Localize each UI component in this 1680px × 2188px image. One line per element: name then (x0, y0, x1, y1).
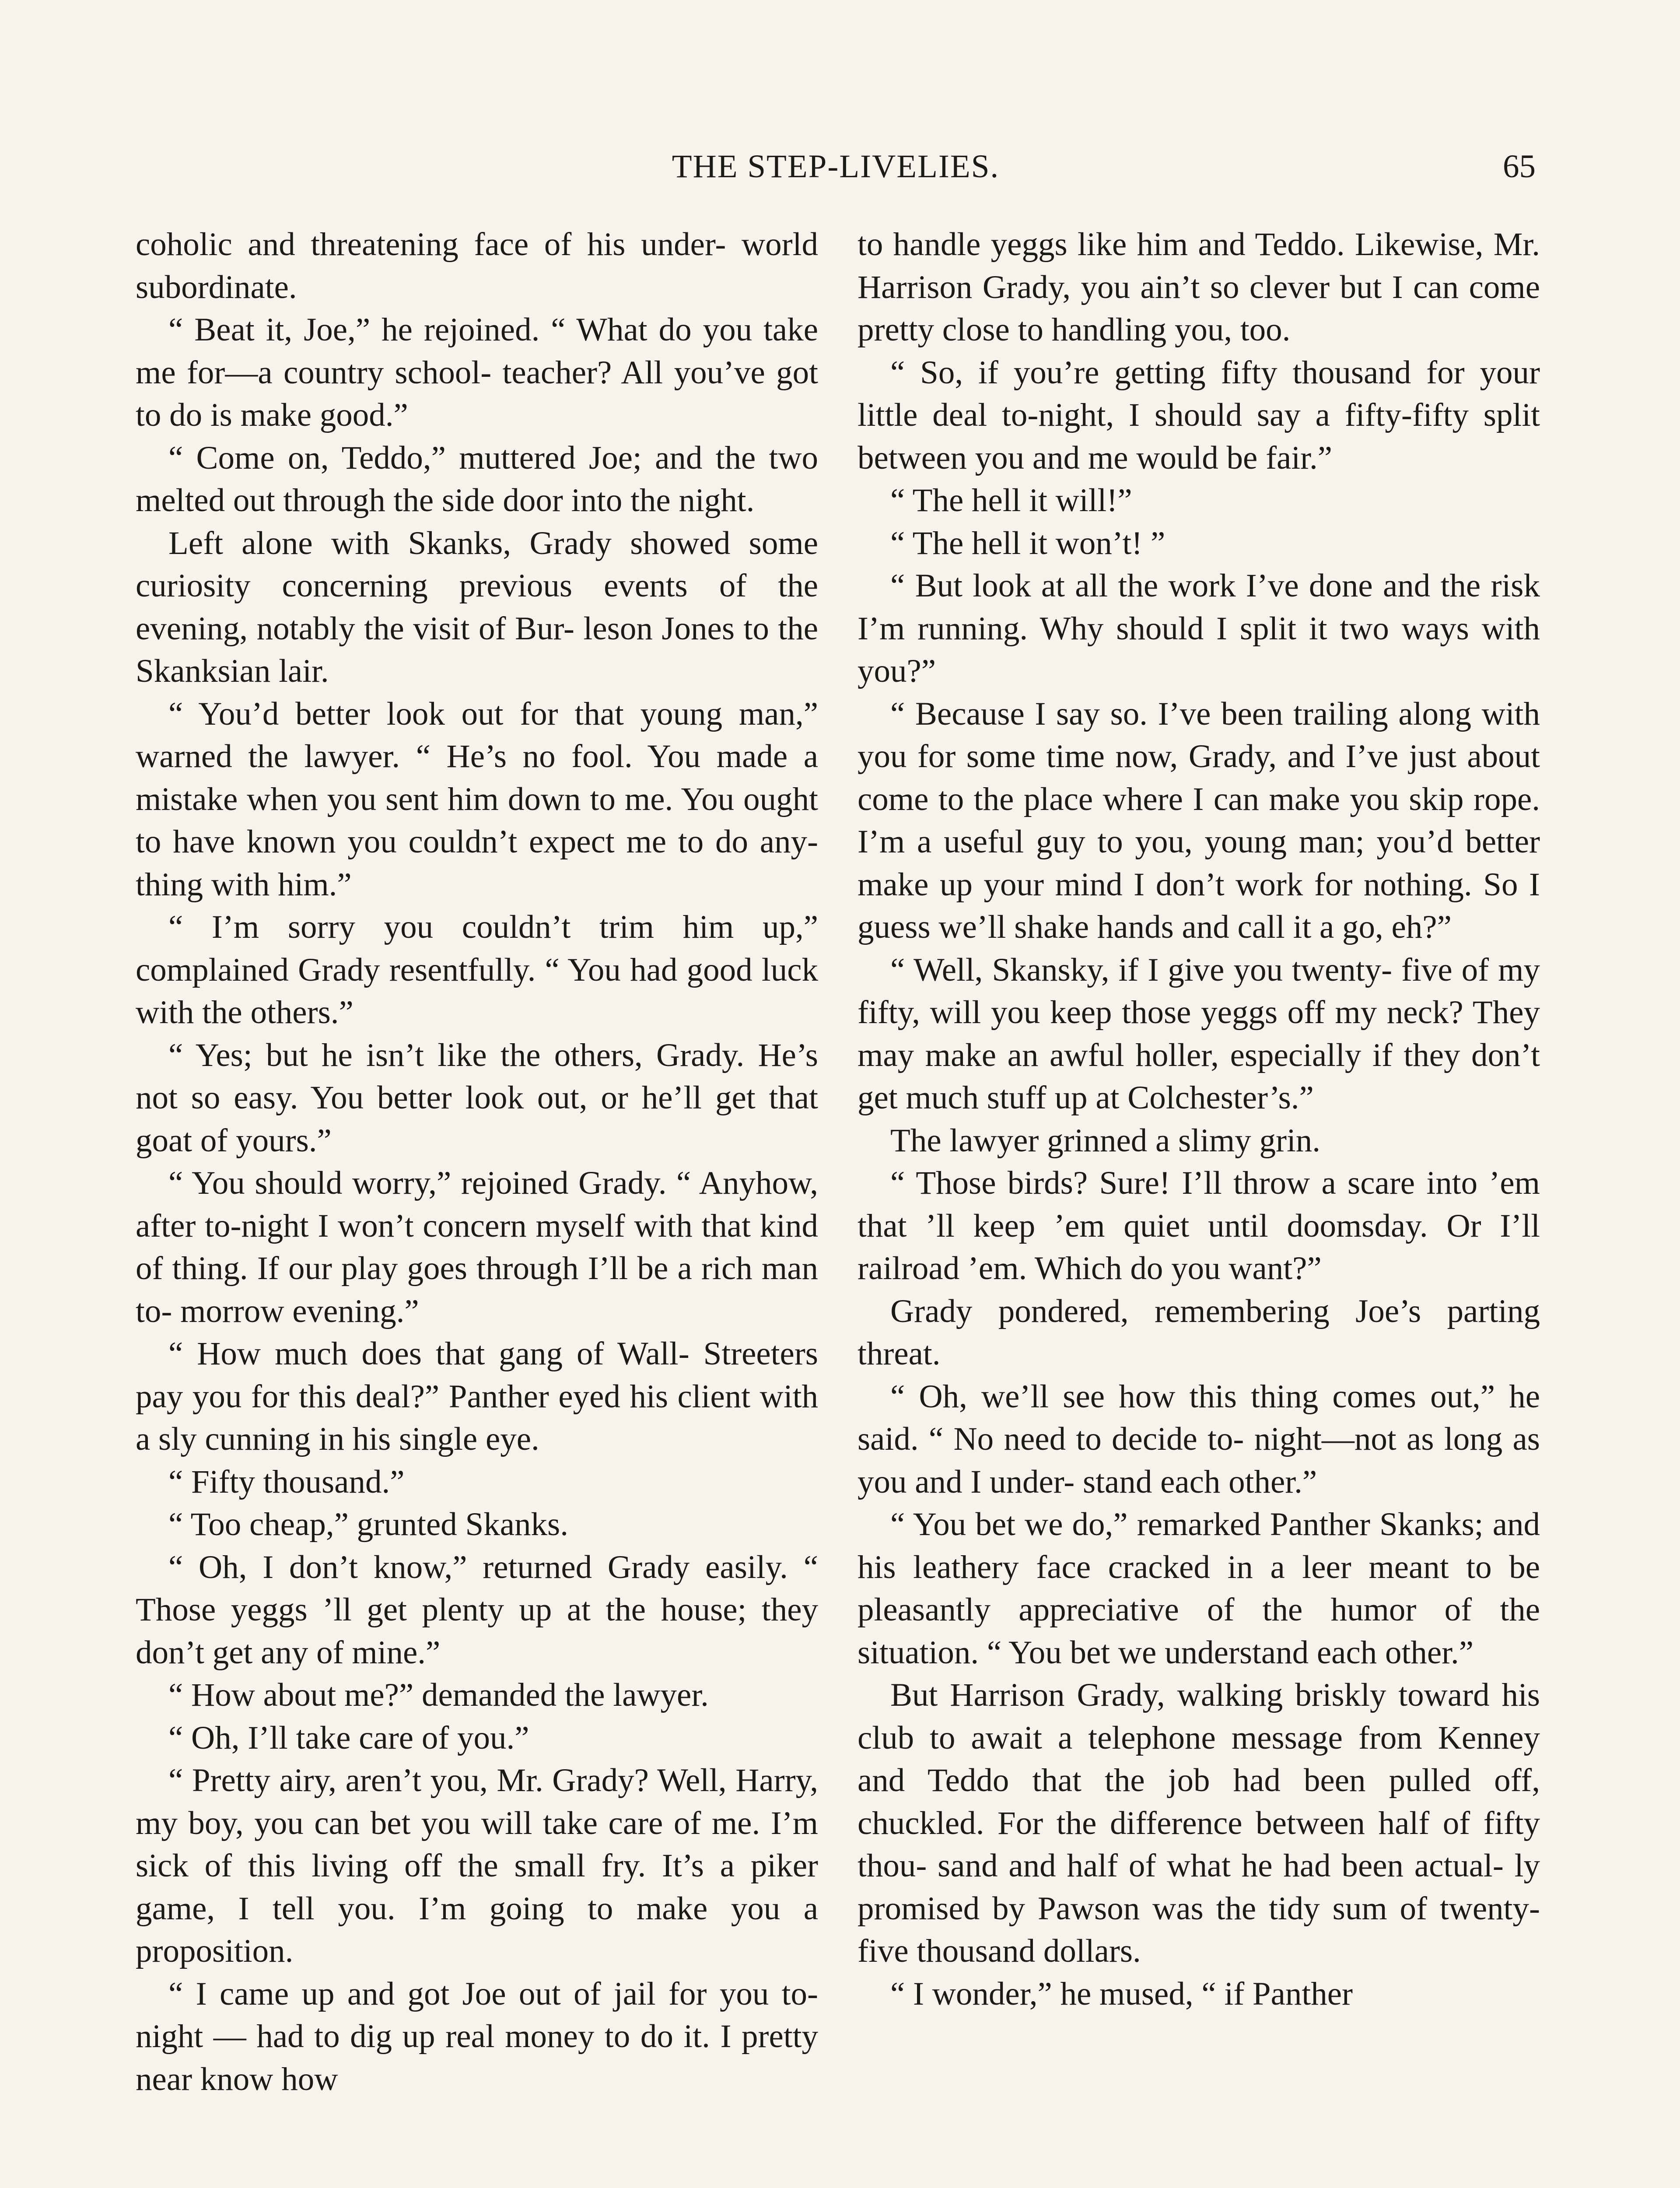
paragraph: “ Oh, I’ll take care of you.” (168, 1719, 529, 1756)
paragraph: “ Pretty airy, aren’t you, Mr. Grady? Well, Harry, my boy, you can bet you will take care of me. I’m sick of this living off the small fry. It’s a piker game, I tell you. I’m going to make you a proposition. (136, 1762, 818, 1969)
paragraph: “ Yes; but he isn’t like the others, Grady. He’s not so easy. You better look out, or he’ll get that goat of yours.” (136, 1037, 818, 1159)
right-column (858, 223, 1540, 2015)
paragraph: coholic and threatening face of his under- world subordinate. (136, 226, 818, 305)
paragraph: to handle yeggs like him and Teddo. Likewise, Mr. Harrison Grady, you ain’t so clever but I can come pretty close to handling you, too. (858, 226, 1540, 348)
paragraph: “ Oh, we’ll see how this thing comes out,” he said. “ No need to decide to- night—not as long as you and I under- stand each other.” (858, 1378, 1540, 1500)
paragraph: “ I’m sorry you couldn’t trim him up,” complained Grady resentfully. “ You had good luck with the others.” (136, 909, 818, 1031)
paragraph: “ You’d better look out for that young man,” warned the lawyer. “ He’s no fool. You made a mistake when you sent him down to me. You ought to have known you couldn’t expect me to do any- thing with him.” (136, 695, 818, 903)
paragraph: “ Well, Skansky, if I give you twenty- five of my fifty, will you keep those yeggs off my neck? They may make an awful holler, especially if they don’t get much stuff up at Colchester’s.” (858, 951, 1540, 1116)
paragraph: “ Oh, I don’t know,” returned Grady easily. “ Those yeggs ’ll get plenty up at the house; they don’t get any of mine.” (136, 1549, 818, 1671)
running-head (136, 143, 1536, 191)
paragraph: “ Too cheap,” grunted Skanks. (168, 1506, 568, 1543)
left-column (136, 223, 818, 2100)
paragraph: “ So, if you’re getting fifty thousand for your little deal to-night, I should say a fifty-fifty split between you and me would be fair.” (858, 354, 1540, 476)
paragraph: “ The hell it won’t! ” (890, 525, 1166, 561)
paragraph: “ Beat it, Joe,” he rejoined. “ What do you take me for—a country school- teacher? All you’ve got to do is make good.” (136, 312, 818, 433)
paragraph: Grady pondered, remembering Joe’s parting threat. (858, 1293, 1540, 1372)
paragraph: “ Those birds? Sure! I’ll throw a scare into ’em that ’ll keep ’em quiet until doomsday. Or I’ll railroad ’em. Which do you want?” (858, 1165, 1540, 1287)
paragraph: “ The hell it will!” (890, 482, 1132, 519)
paragraph: But Harrison Grady, walking briskly toward his club to await a telephone message from Kenney and Teddo that the job had been pulled off, chuckled. For the difference between half of fifty thou- sand and half of what he had been actual- ly promised by Pawson was the tidy sum of twenty-five thousand dollars. (858, 1677, 1540, 1969)
paragraph: “ Because I say so. I’ve been trailing along with you for some time now, Grady, and I’ve just about come to the place where I can make you skip rope. I’m a useful guy to you, young man; you’d better make up your mind I don’t work for nothing. So I guess we’ll shake hands and call it a go, eh?” (858, 695, 1540, 945)
paragraph: “ How about me?” demanded the lawyer. (168, 1677, 709, 1713)
paragraph: “ You should worry,” rejoined Grady. “ Anyhow, after to-night I won’t concern myself with that kind of thing. If our play goes through I’ll be a rich man to- morrow evening.” (136, 1165, 818, 1329)
paragraph: “ Come on, Teddo,” muttered Joe; and the two melted out through the side door into the night. (136, 439, 818, 519)
page-number: 65 (1503, 148, 1536, 185)
paragraph: “ But look at all the work I’ve done and the risk I’m running. Why should I split it two ways with you?” (858, 568, 1540, 689)
paragraph: “ I wonder,” he mused, “ if Panther (890, 1975, 1353, 2012)
paragraph: “ You bet we do,” remarked Panther Skanks; and his leathery face cracked in a leer meant to be pleasantly appreciative of the humor of the situation. “ You bet we understand each other.” (858, 1506, 1540, 1671)
paragraph: “ How much does that gang of Wall- Streeters pay you for this deal?” Panther eyed his client with a sly cunning in his single eye. (136, 1336, 818, 1457)
paragraph: The lawyer grinned a slimy grin. (890, 1122, 1321, 1159)
paragraph: “ Fifty thousand.” (168, 1463, 405, 1500)
running-title: THE STEP-LIVELIES. (672, 148, 1000, 185)
paragraph: “ I came up and got Joe out of jail for you to-night — had to dig up real money to do it. I pretty near know how (136, 1975, 818, 2097)
paragraph: Left alone with Skanks, Grady showed some curiosity concerning previous events of the evening, notably the visit of Bur- leson Jones to the Skanksian lair. (136, 525, 818, 689)
